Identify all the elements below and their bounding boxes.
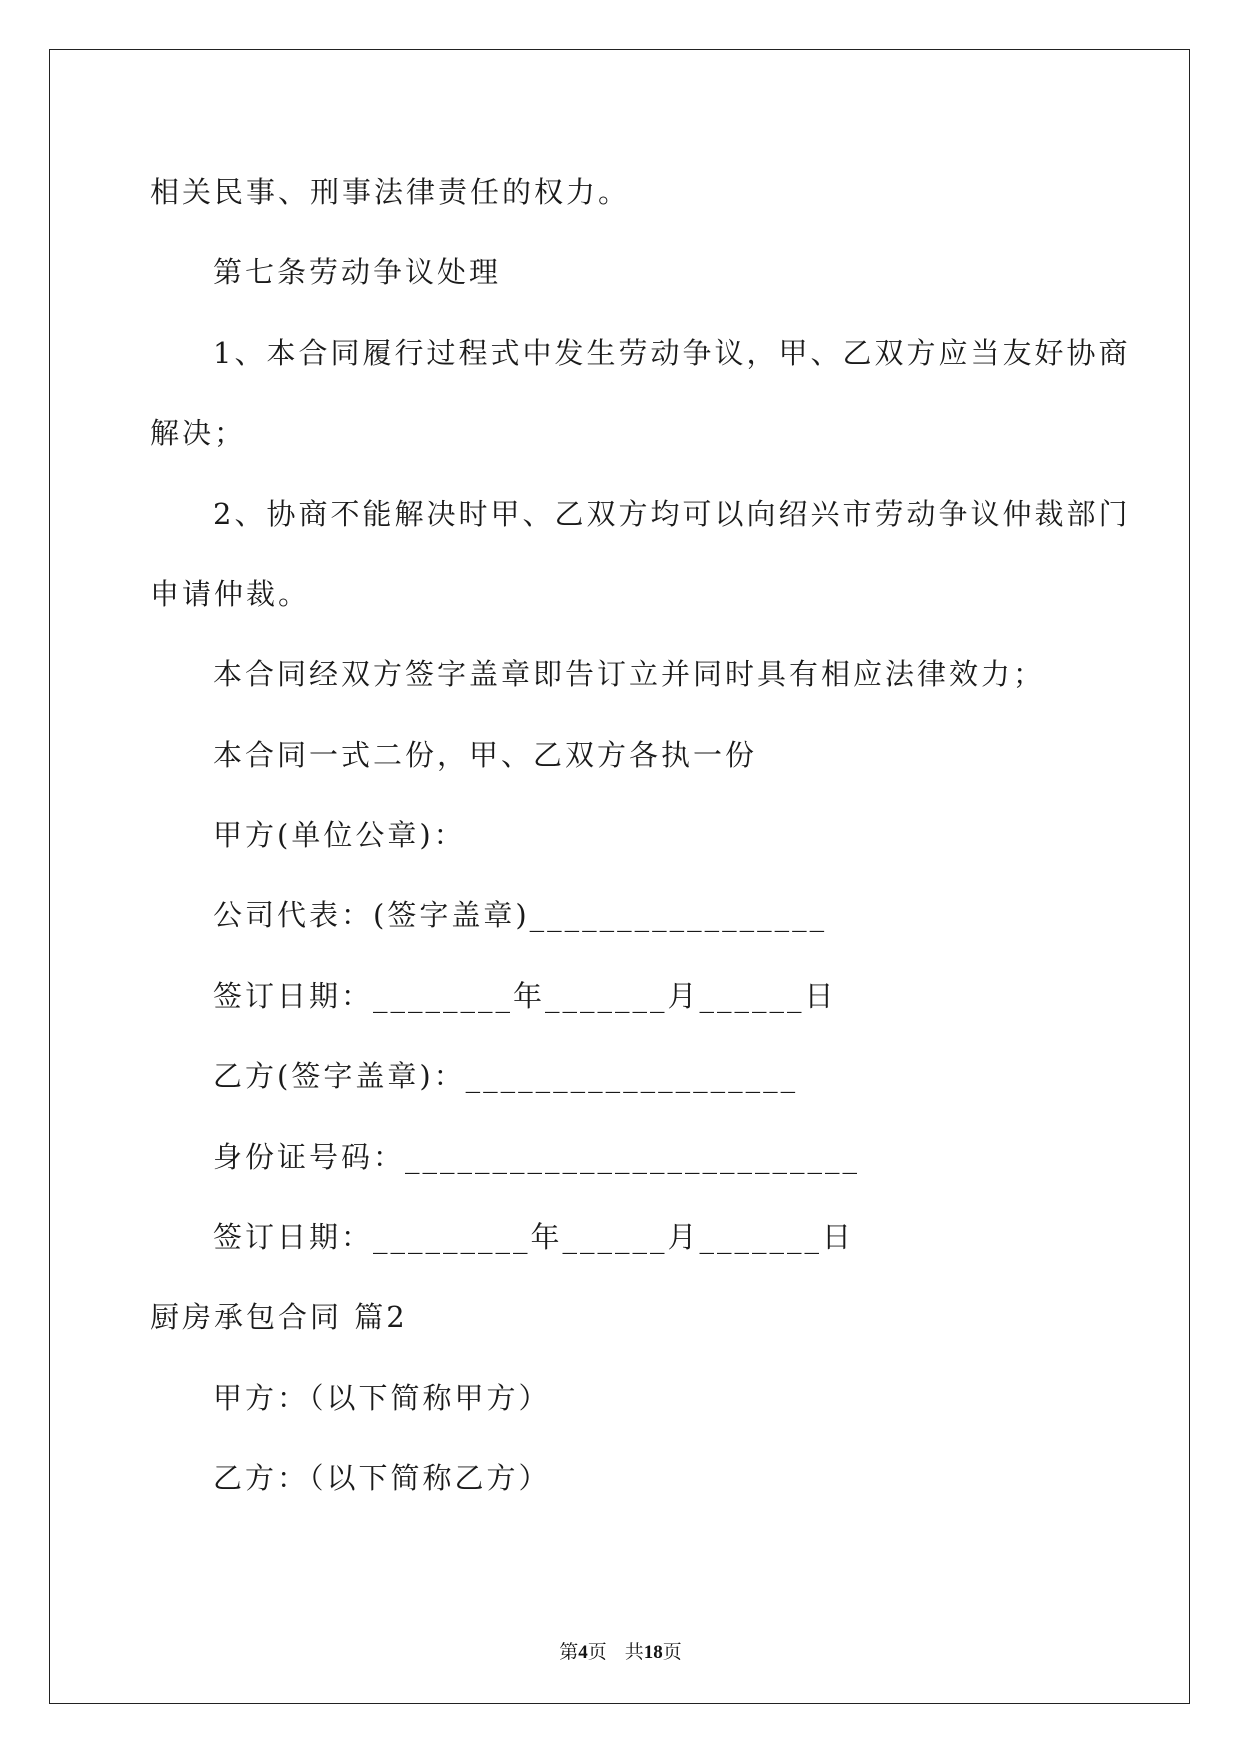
party-a-seal-label: 甲方(单位公章)： <box>213 818 466 852</box>
clause-2-line-2: 申请仲裁。 <box>150 577 311 611</box>
id-number-line: 身份证号码：__________________________ <box>213 1140 861 1174</box>
party-b-signature-line: 乙方(签字盖章)：___________________ <box>213 1059 799 1093</box>
text-line-liability: 相关民事、刑事法律责任的权力。 <box>150 175 631 209</box>
footer-page-number: 4 <box>578 1642 588 1663</box>
footer-page-prefix: 第 <box>559 1642 579 1663</box>
party-a-sign-date-line: 签订日期：________年_______月______日 <box>213 979 837 1013</box>
clause-1-line-2: 解决； <box>150 416 247 450</box>
page-border <box>49 49 1190 1704</box>
effect-statement: 本合同经双方签字盖章即告订立并同时具有相应法律效力； <box>213 657 1046 691</box>
clause-2-line-1: 2、协商不能解决时甲、乙双方均可以向绍兴市劳动争议仲裁部门 <box>213 497 1131 531</box>
party-a-definition: 甲方：（以下简称甲方） <box>213 1381 551 1415</box>
page-footer <box>0 1641 1241 1665</box>
footer-total-prefix: 共 <box>624 1642 644 1663</box>
clause-1-line-1: 1、本合同履行过程式中发生劳动争议，甲、乙双方应当友好协商 <box>213 336 1131 370</box>
party-b-definition: 乙方：（以下简称乙方） <box>213 1461 551 1495</box>
article-7-heading: 第七条劳动争议处理 <box>213 255 502 289</box>
footer-page-suffix: 页 <box>587 1642 607 1663</box>
party-b-sign-date-line: 签订日期：_________年______月_______日 <box>213 1220 855 1254</box>
company-rep-signature-line: 公司代表：(签字盖章)_________________ <box>213 898 828 932</box>
section-title: 厨房承包合同 篇2 <box>150 1300 408 1334</box>
copies-statement: 本合同一式二份，甲、乙双方各执一份 <box>213 738 758 772</box>
footer-total-pages: 18 <box>643 1642 663 1663</box>
footer-total-suffix: 页 <box>662 1642 682 1663</box>
